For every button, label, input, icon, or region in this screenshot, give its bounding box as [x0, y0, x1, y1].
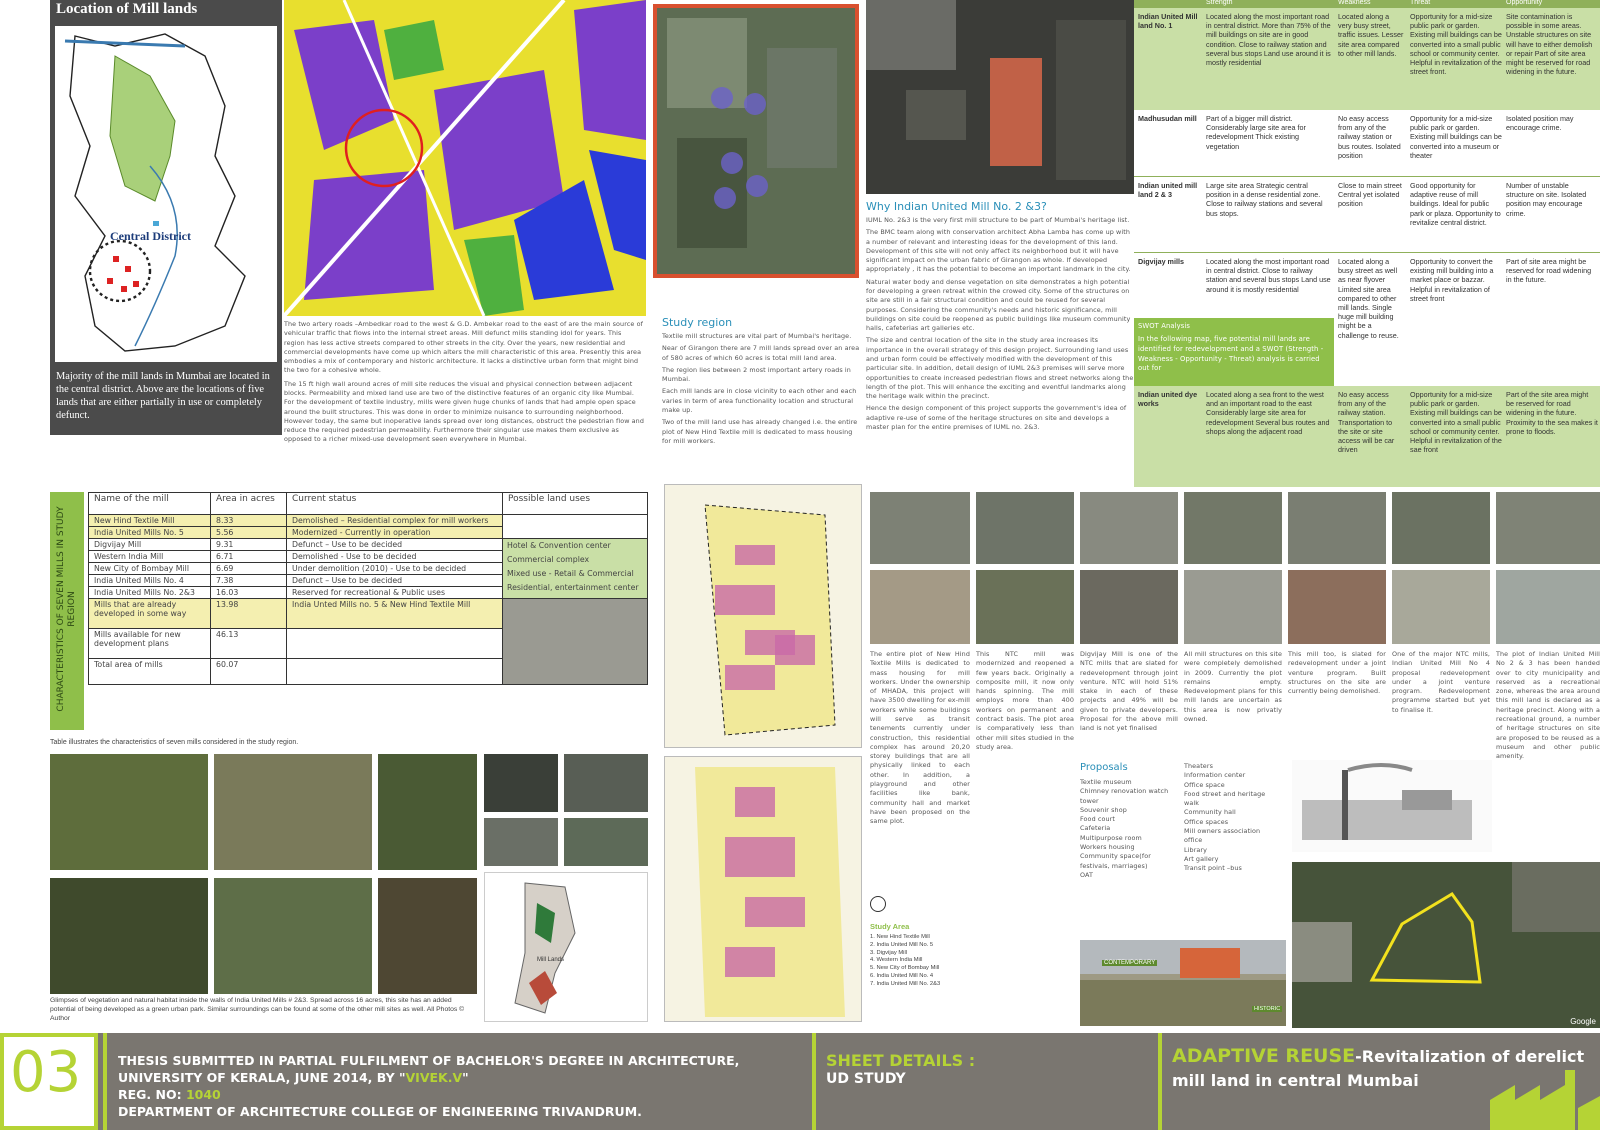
thesis-line-2b: " [462, 1070, 469, 1085]
swot-row-opportunity: Isolated position may encourage crime. [1506, 114, 1574, 133]
proposal-item: Office spaces [1184, 817, 1229, 826]
study-area-item: 1. New Hind Textile Mill [870, 934, 930, 940]
mill-aerial-photo [976, 492, 1074, 564]
study-area-map-1 [665, 485, 862, 748]
swot-table [1134, 0, 1600, 487]
study-area-item: 6. India United Mill No. 4 [870, 973, 934, 980]
mill-street-photo [1288, 570, 1386, 644]
study-area-item: 7. India United Mill No. 2&3 [870, 980, 941, 987]
mill-description: The plot of Indian United Mill No 2 & 3 has been handed over to city municipality and reserved as a recreational zone, whereas the area around this mill land is declared as a heritage precinct. Along with a recreational ground, a number of heritage structures on site are proposed to be reused as a museum and other public amenity. [1496, 650, 1600, 761]
mill-street-photo [1496, 570, 1600, 644]
swot-row-threat: Good opportunity for adaptive reuse of mill buildings. Ideal for public park or plaza. Opportunity to revitalize central district. [1410, 181, 1501, 227]
mill-street-photo [870, 570, 970, 644]
swot-row-opportunity: Part of the site area might be reserved for road widening in the future. Proximity to the sea makes it prone to floods. [1506, 390, 1598, 436]
why-section [866, 200, 1134, 480]
proposal-item: Multipurpose room [1080, 833, 1142, 842]
location-panel [50, 0, 282, 435]
sheet-number: 03 [10, 1040, 82, 1105]
department: DEPARTMENT OF ARCHITECTURE COLLEGE OF ENGINEERING TRIVANDRUM. [118, 1104, 642, 1119]
why-bullet: Natural water body and dense vegetation on site demonstrates a high potential for developing a green retreat within the crowed city. Some of the structures on site are still in a fair structural condition and could be reused for several purposes. Considering the community's needs and historic significance, mill buildings on site could be reopened as public buildings like museum community halls, cafeterias art galleries etc. [866, 277, 1131, 333]
swot-row-opportunity: Number of unstable structure on site. Isolated position may encourage crime. [1506, 181, 1587, 218]
swot-row-threat: Opportunity for a mid-size public park or garden. Existing mill buildings can be converted into a small public school or community center. Helpful in revitalization of the street front. [1410, 12, 1502, 77]
mill-description: This mill too, is slated for redevelopment under a joint venture program. Built structures on the site are currently being demolished. [1288, 650, 1386, 696]
street-photo [484, 754, 558, 812]
cell: 46.13 [211, 629, 287, 659]
street-photo [484, 818, 558, 866]
proposal-item: Library [1184, 845, 1208, 854]
th-status: Current status [287, 493, 503, 515]
cell: 9.31 [211, 539, 287, 551]
study-area-item: 3. Digvijay Mill [870, 949, 908, 956]
mill-street-photo [976, 570, 1074, 644]
swot-header [1134, 0, 1600, 8]
why-bullet: Hence the design component of this project supports the government's idea of adaptive re-use of some of the heritage structures on site and develops a master plan for the entire premises of IUML no. 2&3. [866, 404, 1127, 431]
swot-row-strength: Located along a sea front to the west and an important road to the east Considerably large site area for redevelopment Several bus routes and shops along the adjacent road [1206, 390, 1330, 436]
location-title: Location of Mill lands [56, 1, 198, 17]
cell: Defunct – Use to be decided [287, 575, 503, 587]
google-label: Google [1570, 1017, 1596, 1026]
mill-street-photo [1080, 570, 1178, 644]
cell: 7.38 [211, 575, 287, 587]
photos-cell [503, 599, 648, 685]
cell [287, 629, 503, 659]
study-bullet: The region lies between 2 most important artery roads in Mumbai. [662, 365, 851, 384]
divider [103, 1033, 107, 1130]
swot-row-weakness: Located along a very busy street, traffic issues. Lesser site area compared to other mill lands. [1338, 12, 1404, 58]
project-title-b: -Revitalization of derelict [1355, 1047, 1585, 1066]
why-bullet: The size and central location of the site in the study area increases its importance in the overall strategy of this design project. Surrounding land uses and urban form could be effectively modified with the development of this particular site. In addition, detail design of IUML 2&3 premises will serve more opportunities to create increased pedestrian flows and street networks along the length of the plot. This will enhance the exciting and eventful landmarks along the heritage walk within the precinct. [866, 336, 1134, 401]
swot-row-name: Indian united mill land 2 & 3 [1138, 181, 1198, 200]
study-bullet: Two of the mill land use has already changed i.e. the entire plot of New Hind Textile mill is dedicated to mass housing for mill workers. [662, 418, 858, 445]
cell: New Hind Textile Mill [89, 515, 211, 527]
study-area-item: 5. New City of Bombay Mill [870, 965, 940, 972]
cell: 16.03 [211, 587, 287, 599]
location-caption: Majority of the mill lands in Mumbai are located in the central district. Above are the locations of five lands that are either partially in use or completely defunct. [56, 371, 270, 421]
landuse-paragraph-1: The two artery roads –Ambedkar road to the west & G.D. Ambekar road to the east of are the main source of vehicular traffic that flows into the internal street areas. Mill defunct mills standing idol for years. This region has less active streets compared to other streets in the city. Over the years, new residential and commercial developments have come up which alters the mill characteristic of this area. Presently this area embodies a mix of contemporary and historic architecture. It lacks a distinctive urban form that might bind the two for a cohesive whole. [284, 320, 643, 375]
mill-description: One of the major NTC mills, Indian United Mill No 4 proposal redevelopment under a joint venture program. Redevelopment programme started but yet to finalise it. [1392, 650, 1490, 714]
swot-row-weakness: Located along a busy street as well as near flyover Limited site area compared to other mill lands. Single huge mill building might be a challenge to reuse. [1338, 257, 1399, 340]
use-item: Mixed use - Retail & Commercial [507, 569, 634, 578]
cell: 6.71 [211, 551, 287, 563]
swot-row-weakness: No easy access from any of the railway station or bus routes. Isolated position [1338, 114, 1401, 160]
mill-aerial-photo [1392, 492, 1490, 564]
mill-description: Digvijay Mill is one of the NTC mills that are slated for redevelopment through joint venture. NTC will hold 51% stake in each of these projects and 49% will be given to private developers. Proposal for the above mill land is not yet finalised [1080, 650, 1178, 733]
proposal-item: Art gallery [1184, 854, 1219, 863]
proposals-title: Proposals [1080, 762, 1128, 773]
why-bullet: IUML No. 2&3 is the very first mill structure to be part of Mumbai's heritage list. [866, 216, 1130, 224]
swot-row [1134, 8, 1600, 110]
sheet-details-label: SHEET DETAILS : [826, 1051, 976, 1070]
cell: 60.07 [211, 659, 287, 685]
mills-side-label-bar [50, 492, 84, 730]
cell [503, 515, 648, 539]
mill-aerial-photo [1080, 492, 1178, 564]
vegetation-photo [214, 754, 372, 870]
swot-row-opportunity: Part of site area might be reserved for road widening in the future. [1506, 257, 1592, 285]
sheet-details-value: UD STUDY [826, 1071, 906, 1087]
cell: Demolished - Use to be decided [287, 551, 503, 563]
proposal-item: Theaters [1184, 762, 1213, 770]
cell: Defunct – Use to be decided [287, 539, 503, 551]
satellite-image-dark [866, 0, 1134, 194]
possible-uses-cell [503, 539, 648, 599]
cell: 6.69 [211, 563, 287, 575]
mill-aerial-photo [1496, 492, 1600, 564]
study-bullet: Each mill lands are in close vicinity to each other and each varies in term of area functionality location and structural make up. [662, 387, 857, 414]
street-photo [564, 754, 648, 812]
cell: India United Mills No. 2&3 [89, 587, 211, 599]
divider [1158, 1033, 1162, 1130]
cell: Digvijay Mill [89, 539, 211, 551]
study-bullet: Textile mill structures are vital part of Mumbai's heritage. [662, 332, 852, 340]
th-uses: Possible land uses [503, 493, 648, 515]
cell: India Unted Mills no. 5 & New Hind Textile Mill [287, 599, 503, 629]
cell: Mills available for new development plans [89, 629, 211, 659]
use-item: Residential, entertainment center [507, 583, 639, 592]
why-bullet: The BMC team along with conservation architect Abha Lamba has come up with a number of relevant and interesting ideas for the development of this land. Development of this site will not only affect its neighborhood but it will have significant impact on the urban fabric of Girangon as whole. If developed appropriately , it has the potential to become an important landmark in the city. [866, 228, 1131, 274]
cell: 13.98 [211, 599, 287, 629]
cell: India United Mills No. 5 [89, 527, 211, 539]
proposal-item: Textile museum [1080, 778, 1132, 786]
proposal-item: Community space(for festivals, marriages) [1080, 852, 1151, 870]
study-area-label: Study Area [870, 922, 910, 931]
mill-lands-sketch [485, 873, 648, 1022]
study-area-item: 2. India United Mill No. 5 [870, 941, 934, 948]
cell: New City of Bombay Mill [89, 563, 211, 575]
satellite-image-framed [653, 4, 859, 278]
swot-row-opportunity: Site contamination is possible in some areas. Unstable structures on site will have to either demolish or repair Part of site area might be reserved for road widening in the future. [1506, 12, 1593, 77]
mill-description: The entire plot of New Hind Textile Mills is dedicated to mass housing for mill workers. Under the ownership of MHADA, this project will have 3500 dwelling for ex-mill workers while some buildings will serve as transit tenements currently under construction, this residential complex has around 20,20 storey buildings that are all physically linked to each other. In addition, a playground and other facilities like bank, community hall and market have been proposed on the same plot. [870, 650, 970, 826]
vegetation-photo [378, 754, 477, 870]
use-item: Hotel & Convention center [507, 541, 611, 550]
satellite-dark-map [866, 0, 1134, 194]
proposals-section [1080, 762, 1280, 932]
project-title-a: ADAPTIVE REUSE [1172, 1045, 1356, 1067]
swot-row-strength: Part of a bigger mill district. Considerably large site area for redevelopment Thick existing vegetation [1206, 114, 1306, 151]
thesis-line-2 [118, 1070, 469, 1085]
mill-description: This NTC mill was modernized and reopened a few years back. Originally a composite mill, it now only hands spinning. The mill employs more than 400 workers on permanent and contract basis. The plot area is comparatively less than other mill sites studied in the study area. [976, 650, 1074, 751]
proposal-item: OAT [1080, 870, 1093, 879]
mill-lands-label: Mill Lands [537, 957, 565, 963]
study-area-map-bottom [664, 756, 862, 1022]
cell: 8.33 [211, 515, 287, 527]
thesis-line-2a: UNIVERSITY OF KERALA, JUNE 2014, BY " [118, 1070, 406, 1085]
study-area-map-top [664, 484, 862, 748]
proposal-item: Food street and heritage walk [1184, 789, 1266, 808]
street-photo [564, 818, 648, 866]
landuse-paragraph-2: The 15 ft high wall around acres of mill site reduces the visual and physical connection between adjacent blocks. Permeability and mixed land use are two of the distinctive features of an organic city like Mumbai. For the development of textile industry, mills were given huge chunks of lands that had ample open space around the built structures. This was done in order to minimize nuisance to surrounding neighborhood. However today, the same but inoperative lands spread over long distances, obstruct the pedestrian flow and reduce the required pedestrian permeability. Furthermore their singular use makes them exclusive as opposed to a richer mixed-use development seen everywhere in Mumbai. [284, 379, 644, 444]
reg-number: 1040 [185, 1087, 221, 1102]
contemporary-historic-photo [1080, 940, 1286, 1026]
vegetation-photo [50, 878, 208, 994]
mill-sketch [1292, 760, 1492, 852]
landuse-map-image [284, 0, 646, 316]
table-row [89, 515, 648, 527]
vegetation-photo [50, 754, 208, 870]
th-area: Area in acres [211, 493, 287, 515]
proposal-item: Office space [1184, 780, 1225, 789]
swot-row-strength: Large site area Strategic central position in a dense residential zone. Close to railway stations and several bus stops. [1206, 181, 1323, 218]
site-satellite [1292, 862, 1600, 1028]
table-header-row [89, 493, 648, 515]
mill-street-photo [1392, 570, 1490, 644]
mumbai-outline-map [55, 26, 277, 362]
cell: India United Mills No. 4 [89, 575, 211, 587]
cell: Under demolition (2010) - Use to be decided [287, 563, 503, 575]
swot-row-strength: Located along the most important road in central district. Close to railway station and several bus stops Land use around it is mostly residential [1206, 257, 1331, 294]
swot-row [1134, 176, 1600, 252]
site-satellite-image [1292, 862, 1600, 1028]
proposal-item: Information center [1184, 771, 1246, 780]
mill-aerial-photo [1184, 492, 1282, 564]
mill-street-photo [1184, 570, 1282, 644]
swot-header-opportunity: Opportunity [1506, 0, 1543, 6]
swot-note-title: SWOT Analysis [1138, 322, 1191, 330]
cell: Modernized - Currently in operation [287, 527, 503, 539]
mills-table-section [50, 492, 648, 736]
mill-lands-map [484, 872, 648, 1022]
reg-label: REG. NO: [118, 1087, 186, 1102]
cell: Total area of mills [89, 659, 211, 685]
swot-row-strength: Located along the most important road in central district. More than 75% of the mill buildings on site are in good condition. Close to railway station and several bus stops Land use around it is mostly residential [1206, 12, 1331, 68]
summary-row [89, 599, 648, 629]
study-area-item: 4. Western India Mill [870, 957, 923, 964]
historic-label: HISTORIC [1254, 1006, 1281, 1012]
project-title [1172, 1045, 1584, 1067]
swot-note-text: In the following map, five potential mill lands are identified for redevelopment and a SWOT (Strength - Weakness - Opportunity - Threat) analysis is carried out for [1138, 334, 1324, 373]
sheet-number-box [0, 1033, 98, 1130]
proposal-item: Chimney renovation watch tower [1080, 787, 1169, 805]
swot-row-weakness: No easy access from any of the railway station. Transportation to the site or site access will be car driven [1338, 390, 1395, 455]
landuse-map [284, 0, 646, 316]
swot-row-threat: Opportunity to convert the existing mill building into a market place or bazzar. Helpful in revitalization of street front [1410, 257, 1494, 303]
vegetation-photo [378, 878, 477, 994]
study-region-title: Study region [662, 316, 733, 329]
proposal-item: Community hall [1184, 808, 1236, 817]
author-name: VIVEK.V [405, 1070, 463, 1085]
satellite-map [657, 8, 855, 274]
swot-row-name: Digvijay mills [1138, 257, 1184, 266]
footer [0, 1033, 1600, 1130]
contemporary-label: CONTEMPORARY [1104, 960, 1156, 966]
thesis-line-1: THESIS SUBMITTED IN PARTIAL FULFILMENT OF BACHELOR'S DEGREE IN ARCHITECTURE, [118, 1053, 740, 1068]
swot-row [1134, 386, 1600, 487]
th-name: Name of the mill [89, 493, 211, 515]
proposal-item: Workers housing [1080, 842, 1135, 851]
divider [812, 1033, 816, 1130]
swot-row-name: Indian united dye works [1138, 390, 1198, 409]
vegetation-photo [214, 878, 372, 994]
study-area-map-2 [665, 757, 862, 1022]
north-arrow-icon [870, 896, 886, 912]
mumbai-map [55, 26, 277, 362]
cell: Reserved for recreational & Public uses [287, 587, 503, 599]
mill-aerial-photo [1288, 492, 1386, 564]
swot-row-weakness: Close to main street Central yet isolated position [1338, 181, 1402, 209]
swot-row-threat: Opportunity for a mid-size public park or garden. Existing mill buildings can be converted into a museum or theater [1410, 114, 1502, 160]
why-title: Why Indian United Mill No. 2 &3? [866, 200, 1047, 213]
proposal-item: Cafeteria [1080, 824, 1111, 833]
use-item: Commercial complex [507, 555, 590, 564]
study-bullet: Near of Girangon there are 7 mill lands spread over an area of 580 acres of which 60 acres is total mill land area. [662, 344, 860, 362]
swot-header-strength: Strength [1206, 0, 1233, 6]
photo-caption: Glimpses of vegetation and natural habitat inside the walls of India United Mills # 2&3. Spread across 16 acres, this site has an added potential of being developed as a green urban park. Similar surroundings can be found at some of the other mill sites as well. All Photos © Author [50, 997, 465, 1023]
mill-sketch-image [1292, 760, 1492, 852]
study-region-section [662, 316, 860, 476]
cell: Demolished – Residential complex for mill workers [287, 515, 503, 527]
swot-header-threat: Threat [1410, 0, 1431, 6]
district-label: Central District [110, 229, 191, 243]
mill-aerial-photo [870, 492, 970, 564]
swot-row-threat: Opportunity for a mid-size public park or garden. Existing mill buildings can be converted into a small public school or community center. Helpful in revitalization of the sae front [1410, 390, 1502, 455]
study-area-legend [870, 922, 970, 1022]
cell: Western India Mill [89, 551, 211, 563]
factory-logo-icon [1490, 1070, 1600, 1130]
reg-line [118, 1087, 221, 1102]
mills-table [88, 492, 648, 685]
swot-row [1134, 110, 1600, 176]
proposal-item: Food court [1080, 815, 1115, 824]
mills-table-caption: Table illustrates the characteristics of seven mills considered in the study region. [50, 739, 299, 746]
cell [287, 659, 503, 685]
proposal-item: Souvenir shop [1080, 805, 1127, 814]
swot-row-name: Indian United Mill land No. 1 [1138, 12, 1198, 31]
proposal-item: Transit point –bus [1184, 864, 1242, 873]
proposal-item: Mill owners association office [1184, 826, 1261, 845]
swot-header-weakness: Weakness [1338, 0, 1371, 6]
cell: Mills that are already developed in some way [89, 599, 211, 629]
cell: 5.56 [211, 527, 287, 539]
swot-row-name: Madhusudan mill [1138, 114, 1197, 123]
why-bullets [866, 216, 1134, 432]
mills-side-label: CHARACTERISTICS OF SEVEN MILLS IN STUDY REGION [56, 506, 77, 712]
mill-description: All mill structures on this site were completely demolished in 2009. Currently the plot remains empty. Redevelopment plans for this mill lands are uncertain as this area is now privatly owned. [1184, 650, 1282, 723]
landuse-text [284, 320, 644, 476]
swot-note [1134, 318, 1334, 386]
table-row [89, 539, 648, 551]
project-subtitle: mill land in central Mumbai [1172, 1071, 1419, 1090]
